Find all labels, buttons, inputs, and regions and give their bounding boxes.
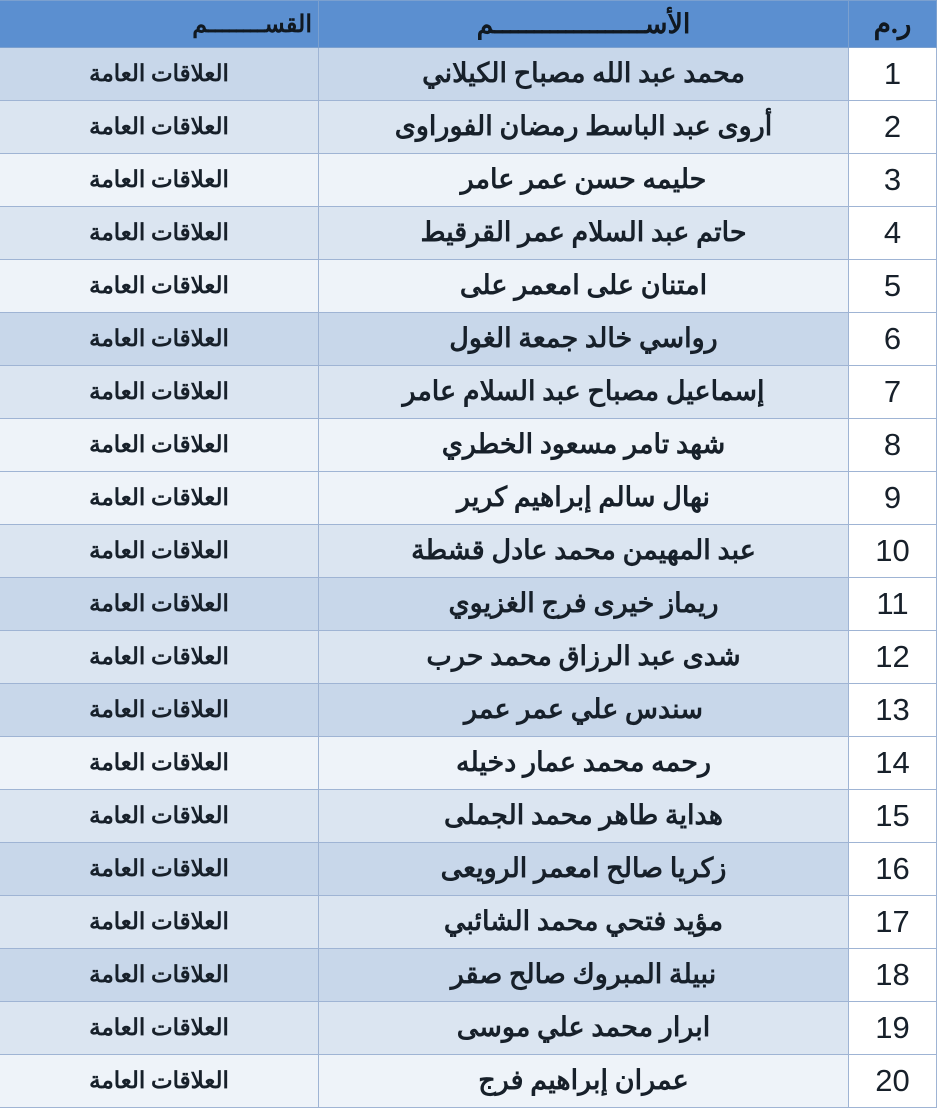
cell-number: 20 (849, 1055, 937, 1108)
cell-dept: العلاقات العامة (0, 260, 319, 313)
cell-name: مؤيد فتحي محمد الشائبي (319, 896, 849, 949)
cell-number: 2 (849, 101, 937, 154)
column-header-number: ر.م (849, 1, 937, 48)
table-header (0, 1, 937, 48)
cell-name: زكريا صالح امعمر الرويعى (319, 843, 849, 896)
table-row (0, 366, 937, 419)
table-row (0, 260, 937, 313)
cell-name: امتنان على امعمر على (319, 260, 849, 313)
cell-dept: العلاقات العامة (0, 366, 319, 419)
table-row (0, 1002, 937, 1055)
table-row (0, 48, 937, 101)
cell-number: 16 (849, 843, 937, 896)
table-row (0, 101, 937, 154)
cell-dept: العلاقات العامة (0, 313, 319, 366)
cell-number: 3 (849, 154, 937, 207)
table-row (0, 472, 937, 525)
cell-number: 1 (849, 48, 937, 101)
cell-dept: العلاقات العامة (0, 525, 319, 578)
cell-name: محمد عبد الله مصباح الكيلاني (319, 48, 849, 101)
cell-number: 19 (849, 1002, 937, 1055)
cell-dept: العلاقات العامة (0, 896, 319, 949)
cell-dept: العلاقات العامة (0, 737, 319, 790)
cell-number: 11 (849, 578, 937, 631)
table-row (0, 684, 937, 737)
cell-name: هداية طاهر محمد الجملى (319, 790, 849, 843)
cell-name: رواسي خالد جمعة الغول (319, 313, 849, 366)
cell-name: نهال سالم إبراهيم كرير (319, 472, 849, 525)
table-row (0, 843, 937, 896)
table-row (0, 578, 937, 631)
cell-dept: العلاقات العامة (0, 949, 319, 1002)
table-row (0, 1055, 937, 1108)
cell-name: شهد تامر مسعود الخطري (319, 419, 849, 472)
cell-name: ريماز خيرى فرج الغزيوي (319, 578, 849, 631)
cell-number: 9 (849, 472, 937, 525)
cell-dept: العلاقات العامة (0, 1002, 319, 1055)
cell-dept: العلاقات العامة (0, 1055, 319, 1108)
cell-name: عبد المهيمن محمد عادل قشطة (319, 525, 849, 578)
cell-name: حاتم عبد السلام عمر القرقيط (319, 207, 849, 260)
table-row (0, 790, 937, 843)
cell-dept: العلاقات العامة (0, 684, 319, 737)
cell-name: سندس علي عمر عمر (319, 684, 849, 737)
table-body (0, 48, 937, 1108)
cell-number: 7 (849, 366, 937, 419)
cell-dept: العلاقات العامة (0, 154, 319, 207)
table-row (0, 207, 937, 260)
cell-dept: العلاقات العامة (0, 578, 319, 631)
table-row (0, 949, 937, 1002)
cell-number: 13 (849, 684, 937, 737)
table-row (0, 419, 937, 472)
cell-name: إسماعيل مصباح عبد السلام عامر (319, 366, 849, 419)
cell-number: 5 (849, 260, 937, 313)
cell-number: 6 (849, 313, 937, 366)
cell-number: 8 (849, 419, 937, 472)
column-header-dept: القســــــــم (0, 1, 319, 48)
table-row (0, 525, 937, 578)
cell-name: أروى عبد الباسط رمضان الفوراوى (319, 101, 849, 154)
cell-number: 15 (849, 790, 937, 843)
cell-dept: العلاقات العامة (0, 419, 319, 472)
column-header-name: الأســـــــــــــــــــم (319, 1, 849, 48)
cell-name: عمران إبراهيم فرج (319, 1055, 849, 1108)
cell-number: 17 (849, 896, 937, 949)
cell-dept: العلاقات العامة (0, 48, 319, 101)
table-row (0, 737, 937, 790)
cell-name: ابرار محمد علي موسى (319, 1002, 849, 1055)
cell-number: 10 (849, 525, 937, 578)
cell-dept: العلاقات العامة (0, 843, 319, 896)
table-row (0, 154, 937, 207)
table-row (0, 313, 937, 366)
cell-name: رحمه محمد عمار دخيله (319, 737, 849, 790)
cell-name: حليمه حسن عمر عامر (319, 154, 849, 207)
table-row (0, 631, 937, 684)
cell-number: 12 (849, 631, 937, 684)
cell-dept: العلاقات العامة (0, 101, 319, 154)
cell-number: 4 (849, 207, 937, 260)
cell-name: نبيلة المبروك صالح صقر (319, 949, 849, 1002)
cell-dept: العلاقات العامة (0, 207, 319, 260)
cell-dept: العلاقات العامة (0, 631, 319, 684)
cell-number: 18 (849, 949, 937, 1002)
cell-number: 14 (849, 737, 937, 790)
cell-dept: العلاقات العامة (0, 472, 319, 525)
cell-dept: العلاقات العامة (0, 790, 319, 843)
table-row (0, 896, 937, 949)
cell-name: شدى عبد الرزاق محمد حرب (319, 631, 849, 684)
